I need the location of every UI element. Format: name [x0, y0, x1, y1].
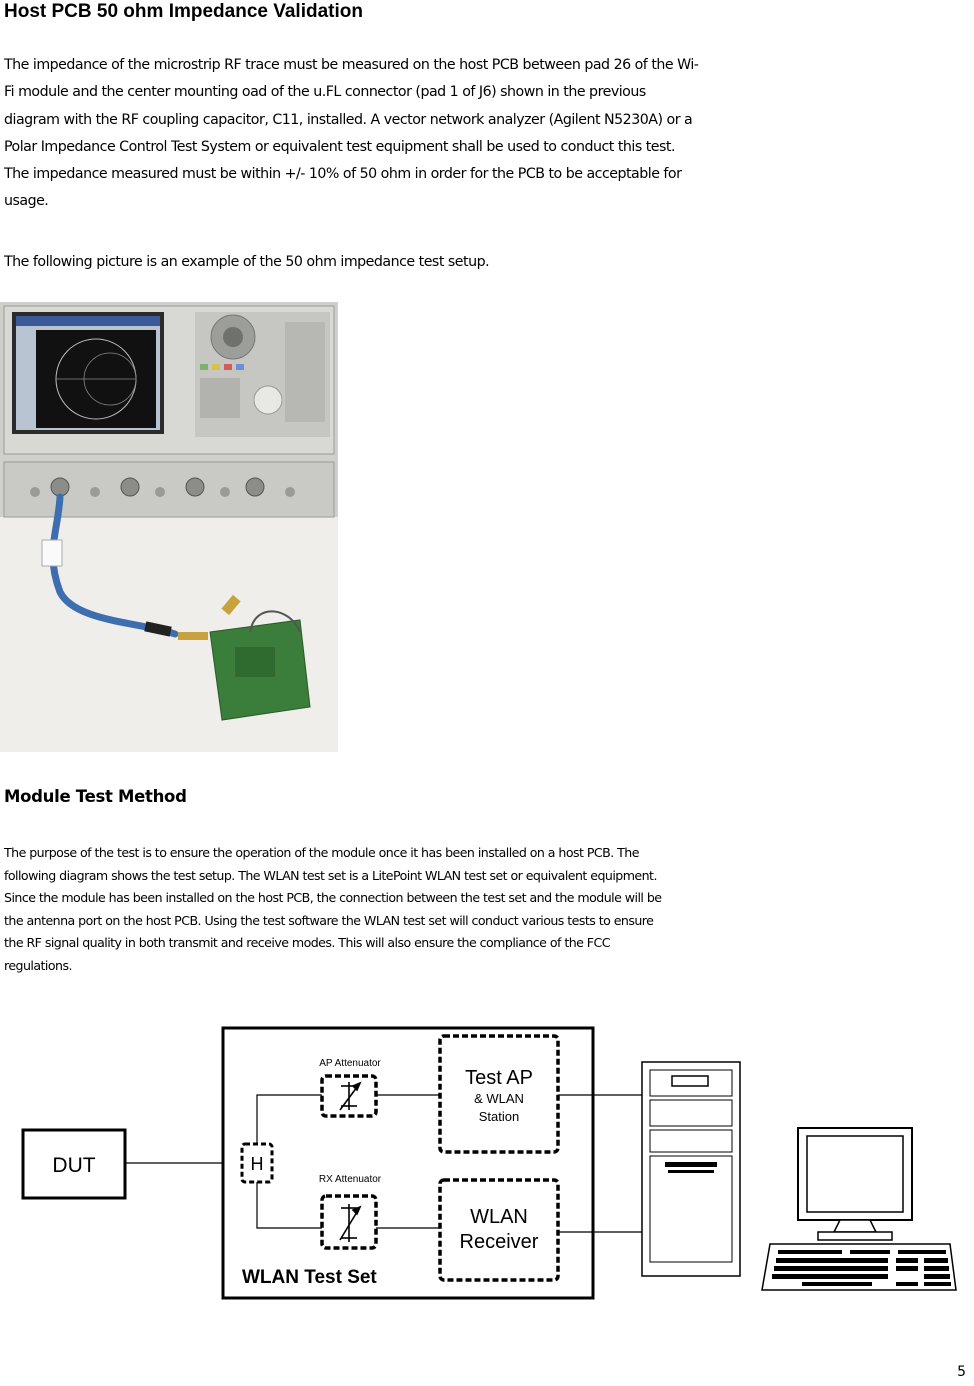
page-heading: Host PCB 50 ohm Impedance Validation	[4, 1, 363, 22]
monitor-icon	[798, 1128, 912, 1240]
text-line: The impedance measured must be within +/- 10% of 50 ohm in order for the PCB to be acceptable for	[4, 166, 682, 183]
text-line: the antenna port on the host PCB. Using the test software the WLAN test set will conduct various tests to ensure	[4, 912, 654, 928]
text-line: regulations.	[4, 957, 72, 973]
text-line: usage.	[4, 193, 49, 210]
test-setup-diagram	[10, 1020, 970, 1310]
text-line: Fi module and the center mounting oad of the u.FL connector (pad 1 of J6) shown in the previous	[4, 84, 646, 101]
pc-tower-icon	[642, 1062, 740, 1276]
receiver-title-line1: WLAN	[470, 1206, 528, 1228]
text-line: The purpose of the test is to ensure the operation of the module once it has been installed on a host PCB. The	[4, 845, 639, 860]
text-line: The impedance of the microstrip RF trace must be measured on the host PCB between pad 26 of the Wi-	[4, 57, 699, 73]
keyboard-icon	[762, 1244, 956, 1290]
hybrid-label: H	[250, 1154, 264, 1174]
section-heading: Module Test Method	[4, 787, 187, 806]
text-line: diagram with the RF coupling capacitor, C11, installed. A vector network analyzer (Agilent N5230A) or a	[4, 111, 693, 128]
wlan-receiver-box	[440, 1180, 558, 1280]
test-ap-subtitle: & WLAN	[474, 1091, 524, 1106]
text-line: the RF signal quality in both transmit and receive modes. This will also ensure the compliance of the FCC	[4, 935, 610, 950]
module-test-paragraph	[4, 842, 661, 977]
page-number: 5	[957, 1364, 966, 1380]
wlan-test-set-label: WLAN Test Set	[242, 1267, 377, 1288]
test-setup-photo	[0, 302, 338, 752]
rx-attenuator-label: RX Attenuator	[318, 1174, 382, 1185]
test-ap-subtitle2: Station	[478, 1109, 520, 1124]
text-line: Since the module has been installed on the host PCB, the connection between the test set and the module will be	[4, 890, 662, 905]
ap-attenuator-label: AP Attenuator	[319, 1058, 381, 1069]
test-ap-title: Test AP	[465, 1067, 533, 1089]
text-line: Polar Impedance Control Test System or equivalent test equipment shall be used to conduct this test.	[4, 138, 675, 155]
receiver-title-line2: Receiver	[459, 1231, 539, 1253]
text-line: following diagram shows the test setup. The WLAN test set is a LitePoint WLAN test set or equivalent equipment.	[4, 867, 657, 883]
setup-intro-paragraph: The following picture is an example of the 50 ohm impedance test setup.	[4, 254, 490, 270]
dut-label: DUT	[52, 1154, 96, 1177]
impedance-paragraph	[4, 52, 970, 216]
